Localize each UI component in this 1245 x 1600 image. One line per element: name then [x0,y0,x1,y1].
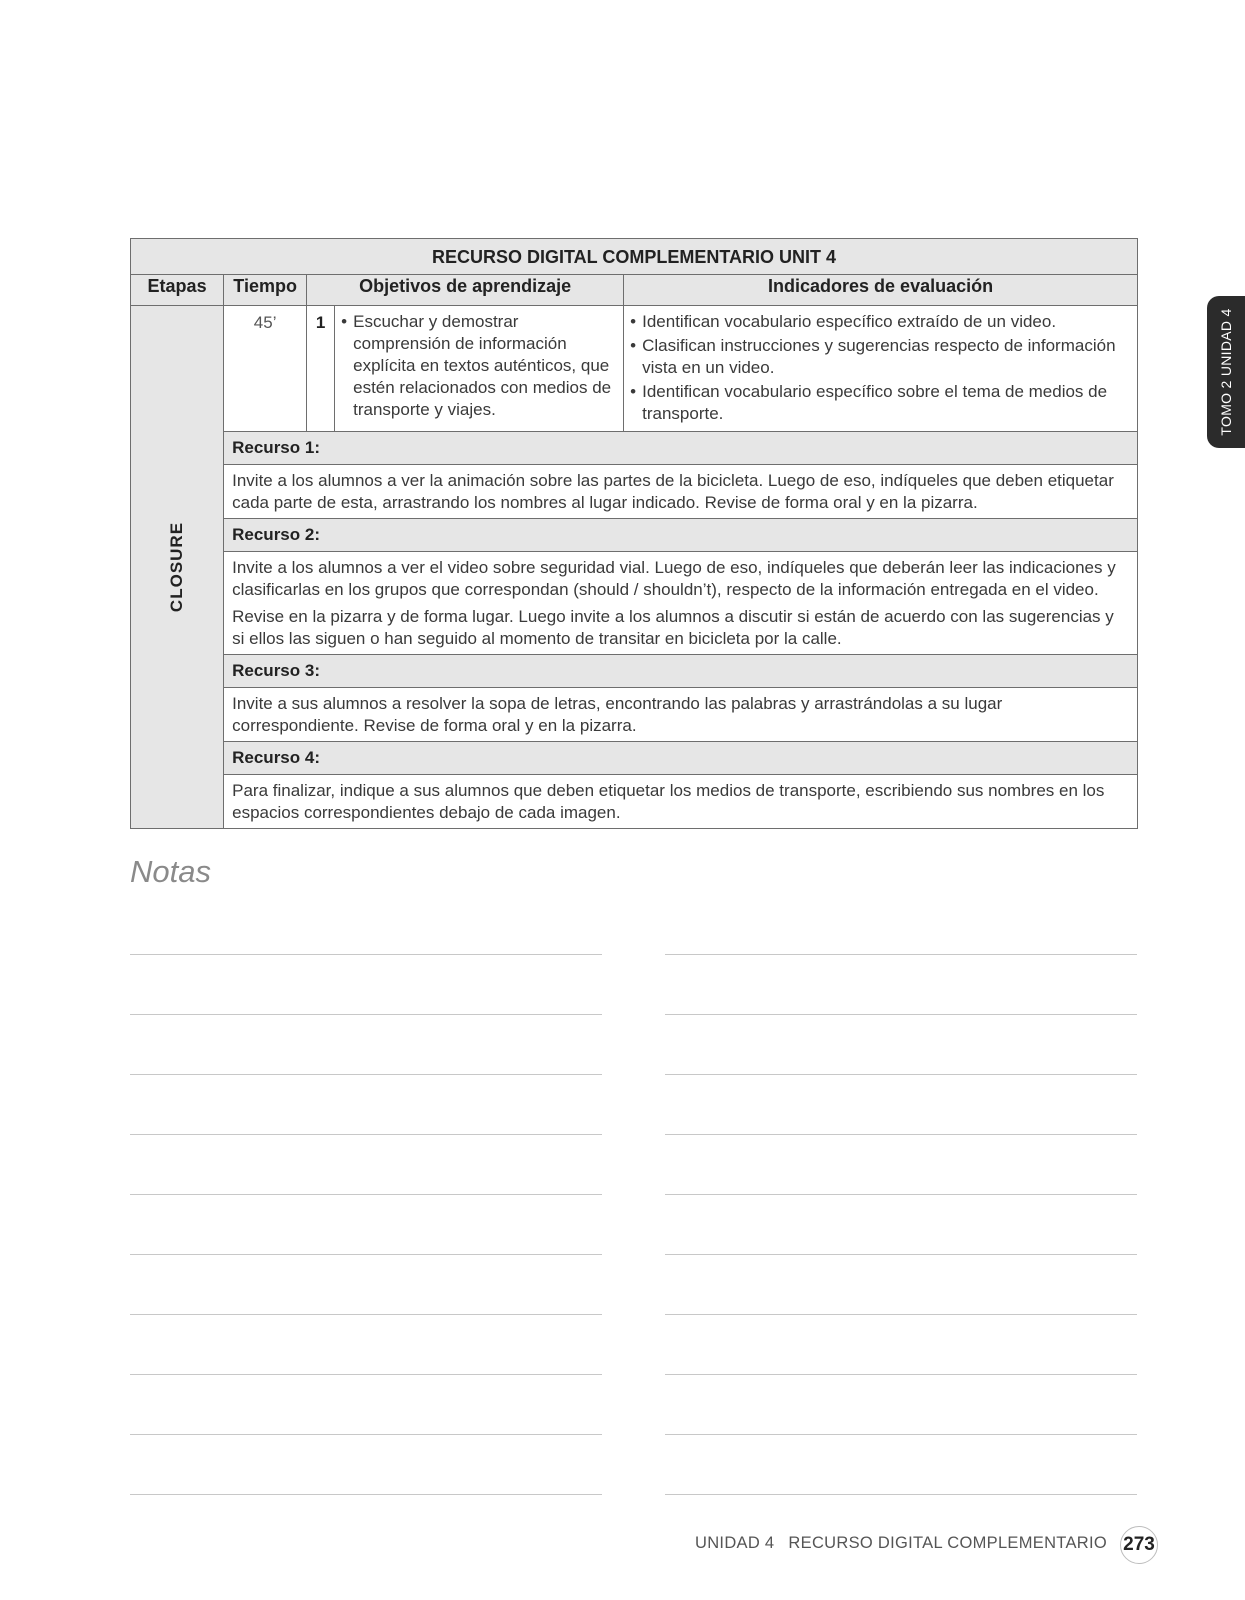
indicators-cell [624,306,1138,432]
note-line [130,1074,602,1075]
page-footer [695,1534,1107,1553]
note-line [665,1134,1137,1135]
note-line [130,1134,602,1135]
resource-paragraph: Revise en la pizarra y de forma lugar. Luego invite a los alumnos a discutir si están de acuerdo con las sugerencias y si ellos las siguen o han seguido al momento de transitar en bicicleta por la calle. [232,607,1114,648]
note-line [130,1254,602,1255]
note-line [130,954,602,955]
unit-side-tab [1207,296,1245,448]
indicator-item: • Clasifican instrucciones y sugerencias respecto de información vista en un video. [630,335,1131,379]
stage-cell [131,306,224,829]
resource-paragraph: Para finalizar, indique a sus alumnos que deben etiquetar los medios de transporte, escribiendo sus nombres en los espacios correspondientes debajo de cada imagen. [232,781,1105,822]
note-line [130,1494,602,1495]
resource-paragraph: Invite a sus alumnos a resolver la sopa de letras, encontrando las palabras y arrastrándolas a su lugar correspondiente. Revise de forma oral y en la pizarra. [232,694,1003,735]
header-objetivos: Objetivos de aprendizaje [307,275,624,306]
table-title: RECURSO DIGITAL COMPLEMENTARIO UNIT 4 [131,239,1138,275]
resource-4-title: Recurso 4: [224,742,1138,775]
header-tiempo: Tiempo [224,275,307,306]
objective-item: • Escuchar y demostrar comprensión de información explícita en textos auténticos, que estén relacionados con medios de transporte y viajes. [341,311,617,421]
notes-title: Notas [130,854,211,889]
side-tab-label: TOMO 2 UNIDAD 4 [1218,308,1234,436]
note-line [130,1314,602,1315]
objective-number: 1 [307,306,335,432]
resource-3-body [224,688,1138,742]
resource-1-body [224,465,1138,519]
note-line [130,1434,602,1435]
page-number: 273 [1120,1526,1158,1564]
resource-2-body [224,552,1138,655]
note-line [665,1254,1137,1255]
resource-table [130,238,1138,829]
resource-4-body [224,775,1138,829]
footer-section: RECURSO DIGITAL COMPLEMENTARIO [788,1534,1107,1552]
note-line [665,954,1137,955]
resource-1-title: Recurso 1: [224,432,1138,465]
note-line [130,1374,602,1375]
note-line [665,1194,1137,1195]
note-line [665,1314,1137,1315]
objectives-cell [335,306,624,432]
note-line [130,1014,602,1015]
tiempo-value: 45’ [224,306,307,432]
note-line [130,1194,602,1195]
footer-unit: UNIDAD 4 [695,1534,775,1552]
resource-2-title: Recurso 2: [224,519,1138,552]
note-line [665,1494,1137,1495]
header-etapas: Etapas [131,275,224,306]
stage-label: CLOSURE [167,521,187,613]
note-line [665,1374,1137,1375]
note-line [665,1074,1137,1075]
note-line [665,1434,1137,1435]
indicator-item: • Identifican vocabulario específico extraído de un video. [630,311,1131,333]
resource-3-title: Recurso 3: [224,655,1138,688]
indicator-item: • Identifican vocabulario específico sobre el tema de medios de transporte. [630,381,1131,425]
resource-paragraph: Invite a los alumnos a ver el video sobre seguridad vial. Luego de eso, indíqueles que deberán leer las indicaciones y clasificarlas en los grupos que correspondan (should / shouldn’t), respecto de la información entregada en el video. [232,558,1116,599]
resource-paragraph: Invite a los alumnos a ver la animación sobre las partes de la bicicleta. Luego de eso, indíqueles que deben etiquetar cada parte de esta, arrastrando los nombres al lugar indicado. Revise de forma oral y en la pizarra. [232,471,1114,512]
note-line [665,1014,1137,1015]
header-indicadores: Indicadores de evaluación [624,275,1138,306]
